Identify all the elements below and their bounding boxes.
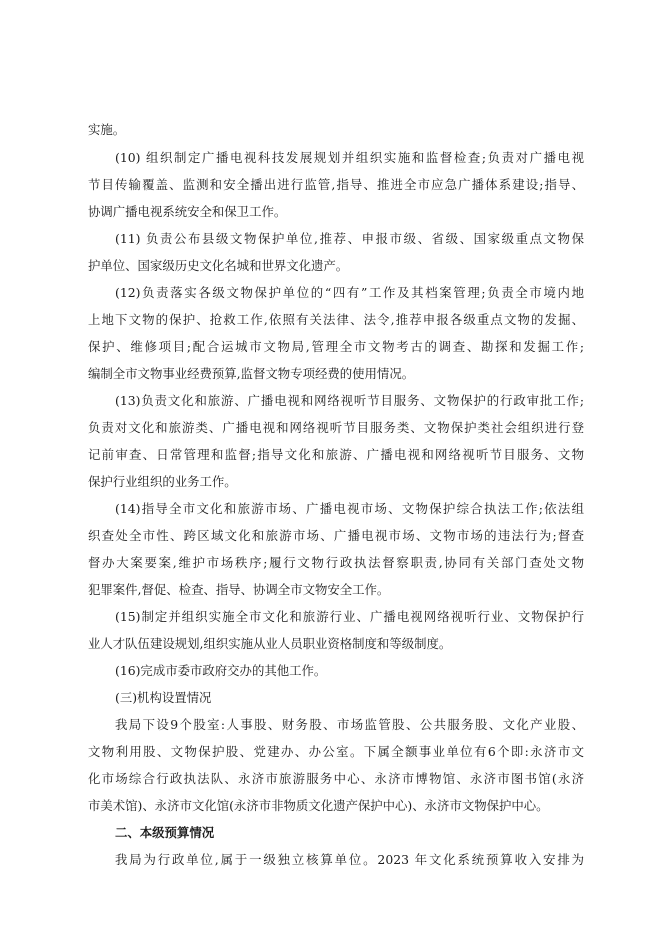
para-item-10-line-3: 协调广播电视系统安全和保卫工作。 bbox=[88, 204, 287, 219]
heading-budget: 二、本级预算情况 bbox=[115, 825, 215, 840]
para-item-10-line-1: (10) 组织制定广播电视科技发展规划并组织实施和监督检查;负责对广播电视 bbox=[115, 150, 584, 165]
para-item-12-line-4: 编制全市文物事业经费预算,监督文物专项经费的使用情况。 bbox=[88, 366, 415, 381]
para-item-15-line-2: 业人才队伍建设规划,组织实施从业人员职业资格制度和等级制度。 bbox=[88, 636, 452, 651]
para-item-12-line-1: (12)负责落实各级文物保护单位的“四有”工作及其档案管理;负责全市境内地 bbox=[115, 285, 584, 300]
para-item-12-line-3: 保护、维修项目;配合运城市文物局,管理全市文物考古的调查、勘探和发掘工作; bbox=[88, 339, 584, 354]
para-item-14-line-3: 督办大案要案,维护市场秩序;履行文物行政执法督察职责,协同有关部门查处文物 bbox=[88, 555, 584, 570]
para-item-13-line-3: 记前审查、日常管理和监督;指导文化和旅游、广播电视和网络视听节目服务、文物 bbox=[88, 447, 584, 462]
para-org-setup-line-2: 文物利用股、文物保护股、党建办、办公室。下属全额事业单位有6个即:永济市文 bbox=[88, 744, 584, 759]
para-item-11-line-2: 护单位、国家级历史文化名城和世界文化遗产。 bbox=[88, 258, 349, 273]
para-item-14-line-1: (14)指导全市文化和旅游市场、广播电视市场、文物保护综合执法工作;依法组 bbox=[115, 501, 584, 516]
para-item-13-line-2: 负责对文化和旅游类、广播电视和网络视听节目服务类、文物保护类社会组织进行登 bbox=[88, 420, 584, 435]
heading-org-setup: (三)机构设置情况 bbox=[115, 690, 212, 705]
para-item-13-line-1: (13)负责文化和旅游、广播电视和网络视听节目服务、文物保护的行政审批工作; bbox=[115, 393, 584, 408]
para-item-10-line-2: 节目传输覆盖、监测和安全播出进行监管,指导、推进全市应急广播体系建设;指导、 bbox=[88, 177, 584, 192]
para-budget-line-1: 我局为行政单位,属于一级独立核算单位。2023 年文化系统预算收入安排为 bbox=[115, 852, 584, 867]
para-item-12-line-2: 上地下文物的保护、抢救工作,依照有关法律、法令,推荐申报各级重点文物的发掘、 bbox=[88, 312, 584, 327]
para-continuation-line: 实施。 bbox=[88, 122, 126, 137]
para-item-14-line-4: 犯罪案件,督促、检查、指导、协调全市文物安全工作。 bbox=[88, 582, 390, 597]
para-org-setup-line-1: 我局下设9个股室:人事股、财务股、市场监管股、公共服务股、文化产业股、 bbox=[115, 717, 584, 732]
para-item-15-line-1: (15)制定并组织实施全市文化和旅游行业、广播电视网络视听行业、文物保护行 bbox=[115, 609, 584, 624]
para-item-11-line-1: (11) 负责公布县级文物保护单位,推荐、申报市级、省级、国家级重点文物保 bbox=[115, 231, 584, 246]
para-org-setup-line-4: 市美术馆)、永济市文化馆(永济市非物质文化遗产保护中心)、永济市文物保护中心。 bbox=[88, 798, 549, 813]
para-item-14-line-2: 织查处全市性、跨区域文化和旅游市场、广播电视市场、文物市场的违法行为;督查 bbox=[88, 528, 584, 543]
para-item-13-line-4: 保护行业组织的业务工作。 bbox=[88, 474, 237, 489]
para-item-16-line: (16)完成市委市政府交办的其他工作。 bbox=[115, 663, 327, 678]
para-org-setup-line-3: 化市场综合行政执法队、永济市旅游服务中心、永济市博物馆、永济市图书馆(永济 bbox=[88, 771, 584, 786]
